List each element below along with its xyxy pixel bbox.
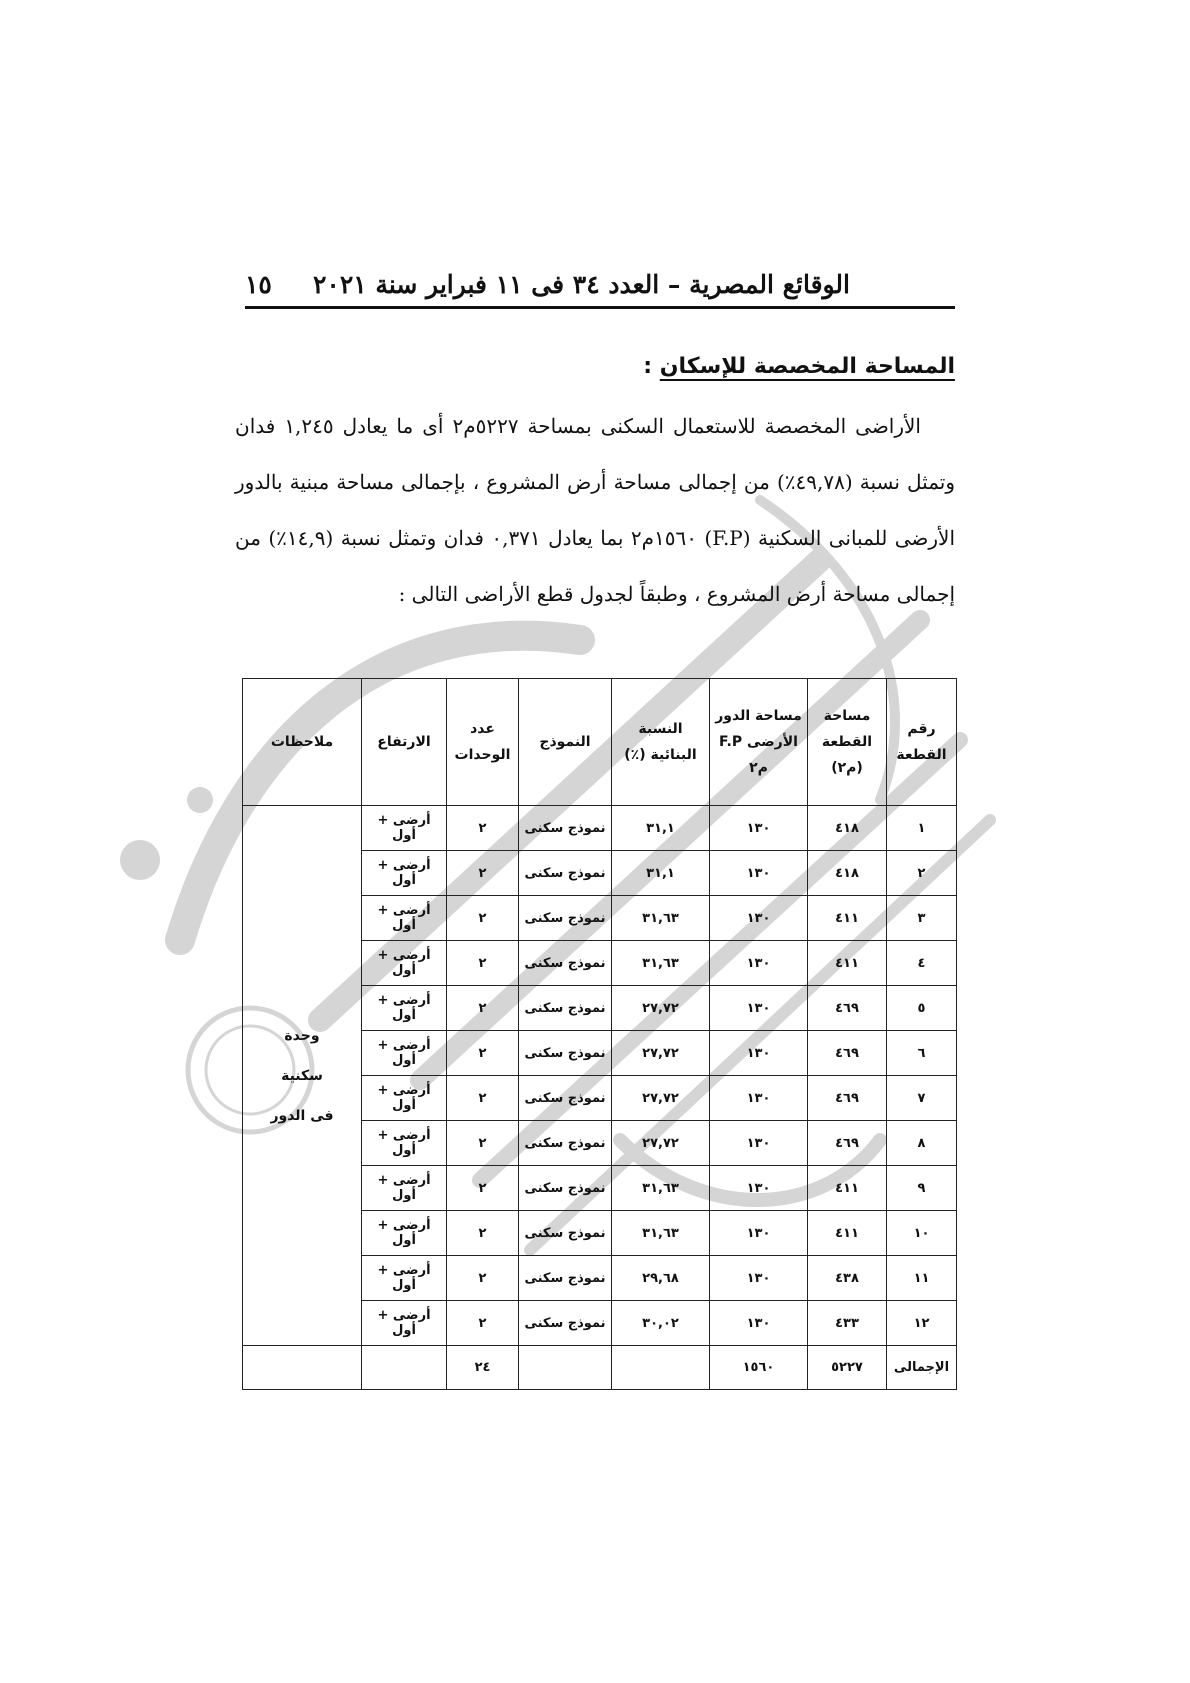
- cell-plot-number: ٨: [887, 1121, 957, 1166]
- cell-units-count: ٢: [447, 1166, 519, 1211]
- cell-model: نموذج سكنى: [519, 896, 612, 941]
- cell-height: أرضى + أول: [362, 1301, 447, 1346]
- cell-plot-area: ٤٣٣: [808, 1301, 887, 1346]
- section-title-colon: :: [643, 354, 660, 379]
- cell-units-count: ٢: [447, 1121, 519, 1166]
- cell-height: أرضى + أول: [362, 1121, 447, 1166]
- cell-ground-floor-fp: ١٣٠: [710, 1121, 808, 1166]
- gazette-title: الوقائع المصرية – العدد ٣٤ فى ١١ فبراير سنة ٢٠٢١: [313, 270, 850, 299]
- remarks-line: سكنية: [281, 1067, 323, 1084]
- header-plot-area: مساحة القطعة (م٢): [808, 679, 887, 806]
- cell-plot-area: ٤١١: [808, 896, 887, 941]
- cell-plot-area: ٤٦٩: [808, 1121, 887, 1166]
- cell-model: نموذج سكنى: [519, 1031, 612, 1076]
- section-heading: [643, 354, 955, 379]
- cell-units-count: ٢: [447, 896, 519, 941]
- total-remarks: [243, 1346, 362, 1390]
- cell-building-ratio: ٢٧,٧٢: [612, 1031, 710, 1076]
- cell-ground-floor-fp: ١٣٠: [710, 1031, 808, 1076]
- cell-height: أرضى + أول: [362, 806, 447, 851]
- header-units-count: عدد الوحدات: [447, 679, 519, 806]
- cell-model: نموذج سكنى: [519, 986, 612, 1031]
- cell-plot-number: ١٠: [887, 1211, 957, 1256]
- cell-plot-number: ١٢: [887, 1301, 957, 1346]
- cell-model: نموذج سكنى: [519, 1076, 612, 1121]
- cell-plot-area: ٤٦٩: [808, 1076, 887, 1121]
- cell-plot-area: ٤١٨: [808, 806, 887, 851]
- cell-height: أرضى + أول: [362, 941, 447, 986]
- total-building-ratio: [612, 1346, 710, 1390]
- cell-height: أرضى + أول: [362, 896, 447, 941]
- body-paragraph: [235, 398, 955, 622]
- cell-model: نموذج سكنى: [519, 851, 612, 896]
- header-plot-number: رقم القطعة: [887, 679, 957, 806]
- cell-model: نموذج سكنى: [519, 1301, 612, 1346]
- cell-model: نموذج سكنى: [519, 806, 612, 851]
- header-height: الارتفاع: [362, 679, 447, 806]
- cell-ground-floor-fp: ١٣٠: [710, 1211, 808, 1256]
- table-total-row: [243, 1346, 957, 1390]
- remarks-line: فى الدور: [270, 1107, 334, 1124]
- cell-building-ratio: ٢٧,٧٢: [612, 986, 710, 1031]
- cell-ground-floor-fp: ١٣٠: [710, 851, 808, 896]
- cell-remarks: [243, 806, 362, 1346]
- total-ground-floor-fp: ١٥٦٠: [710, 1346, 808, 1390]
- cell-building-ratio: ٣١,١: [612, 851, 710, 896]
- page-header: [245, 270, 955, 309]
- cell-height: أرضى + أول: [362, 1166, 447, 1211]
- cell-plot-area: ٤٦٩: [808, 1031, 887, 1076]
- cell-ground-floor-fp: ١٣٠: [710, 1076, 808, 1121]
- cell-ground-floor-fp: ١٣٠: [710, 1166, 808, 1211]
- cell-plot-area: ٤١١: [808, 941, 887, 986]
- land-plots-table: [242, 678, 957, 1390]
- cell-ground-floor-fp: ١٣٠: [710, 986, 808, 1031]
- cell-plot-number: ٤: [887, 941, 957, 986]
- section-title: المساحة المخصصة للإسكان: [659, 354, 955, 379]
- total-units-count: ٢٤: [447, 1346, 519, 1390]
- header-ground-floor-fp: مساحة الدور الأرضى F.P م٢: [710, 679, 808, 806]
- cell-units-count: ٢: [447, 986, 519, 1031]
- cell-plot-number: ٣: [887, 896, 957, 941]
- cell-building-ratio: ٢٧,٧٢: [612, 1121, 710, 1166]
- total-plot-area: ٥٢٢٧: [808, 1346, 887, 1390]
- cell-units-count: ٢: [447, 1031, 519, 1076]
- cell-plot-area: ٤٣٨: [808, 1256, 887, 1301]
- cell-plot-area: ٤١٨: [808, 851, 887, 896]
- cell-plot-number: ٧: [887, 1076, 957, 1121]
- cell-height: أرضى + أول: [362, 1076, 447, 1121]
- watermark-dot: [120, 840, 160, 880]
- cell-units-count: ٢: [447, 941, 519, 986]
- cell-building-ratio: ٣١,٦٣: [612, 941, 710, 986]
- header-building-ratio: النسبة البنائية (٪): [612, 679, 710, 806]
- total-label: الإجمالى: [887, 1346, 957, 1390]
- table-row: [243, 806, 957, 851]
- cell-model: نموذج سكنى: [519, 941, 612, 986]
- cell-plot-area: ٤١١: [808, 1166, 887, 1211]
- cell-plot-number: ١١: [887, 1256, 957, 1301]
- cell-ground-floor-fp: ١٣٠: [710, 896, 808, 941]
- cell-plot-number: ٢: [887, 851, 957, 896]
- cell-plot-area: ٤٦٩: [808, 986, 887, 1031]
- total-model: [519, 1346, 612, 1390]
- cell-height: أرضى + أول: [362, 1211, 447, 1256]
- paragraph-text: الأراضى المخصصة للاستعمال السكنى بمساحة ٥٢٢٧م٢ أى ما يعادل ١,٢٤٥ فدان وتمثل نسبة (٤٩,٧٨٪) من إجمالى مساحة أرض المشروع ، بإجمالى مساحة مبنية بالدور الأرضى للمبانى السكنية (F.P) ١٥٦٠م٢ بما يعادل ٠,٣٧١ فدان وتمثل نسبة (١٤,٩٪) من إجمالى مساحة أرض المشروع ، وطبقاً لجدول قطع الأراضى التالى :: [235, 414, 956, 606]
- cell-ground-floor-fp: ١٣٠: [710, 806, 808, 851]
- cell-plot-number: ٥: [887, 986, 957, 1031]
- cell-height: أرضى + أول: [362, 1256, 447, 1301]
- cell-building-ratio: ٣١,٦٣: [612, 1166, 710, 1211]
- cell-height: أرضى + أول: [362, 1031, 447, 1076]
- cell-building-ratio: ٣١,٦٣: [612, 1211, 710, 1256]
- cell-plot-area: ٤١١: [808, 1211, 887, 1256]
- cell-model: نموذج سكنى: [519, 1121, 612, 1166]
- cell-plot-number: ١: [887, 806, 957, 851]
- header-remarks: ملاحظات: [243, 679, 362, 806]
- cell-units-count: ٢: [447, 1076, 519, 1121]
- cell-units-count: ٢: [447, 806, 519, 851]
- cell-height: أرضى + أول: [362, 851, 447, 896]
- cell-units-count: ٢: [447, 851, 519, 896]
- remarks-line: وحدة: [284, 1027, 320, 1044]
- cell-height: أرضى + أول: [362, 986, 447, 1031]
- cell-units-count: ٢: [447, 1256, 519, 1301]
- cell-plot-number: ٦: [887, 1031, 957, 1076]
- cell-model: نموذج سكنى: [519, 1166, 612, 1211]
- cell-model: نموذج سكنى: [519, 1211, 612, 1256]
- header-model: النموذج: [519, 679, 612, 806]
- cell-building-ratio: ٢٩,٦٨: [612, 1256, 710, 1301]
- cell-model: نموذج سكنى: [519, 1256, 612, 1301]
- cell-units-count: ٢: [447, 1211, 519, 1256]
- cell-ground-floor-fp: ١٣٠: [710, 1256, 808, 1301]
- cell-building-ratio: ٣١,١: [612, 806, 710, 851]
- table-header-row: [243, 679, 957, 806]
- cell-plot-number: ٩: [887, 1166, 957, 1211]
- cell-ground-floor-fp: ١٣٠: [710, 1301, 808, 1346]
- cell-units-count: ٢: [447, 1301, 519, 1346]
- total-height: [362, 1346, 447, 1390]
- cell-building-ratio: ٣٠,٠٢: [612, 1301, 710, 1346]
- cell-building-ratio: ٢٧,٧٢: [612, 1076, 710, 1121]
- page-number: ١٥: [245, 270, 272, 299]
- cell-building-ratio: ٣١,٦٣: [612, 896, 710, 941]
- cell-ground-floor-fp: ١٣٠: [710, 941, 808, 986]
